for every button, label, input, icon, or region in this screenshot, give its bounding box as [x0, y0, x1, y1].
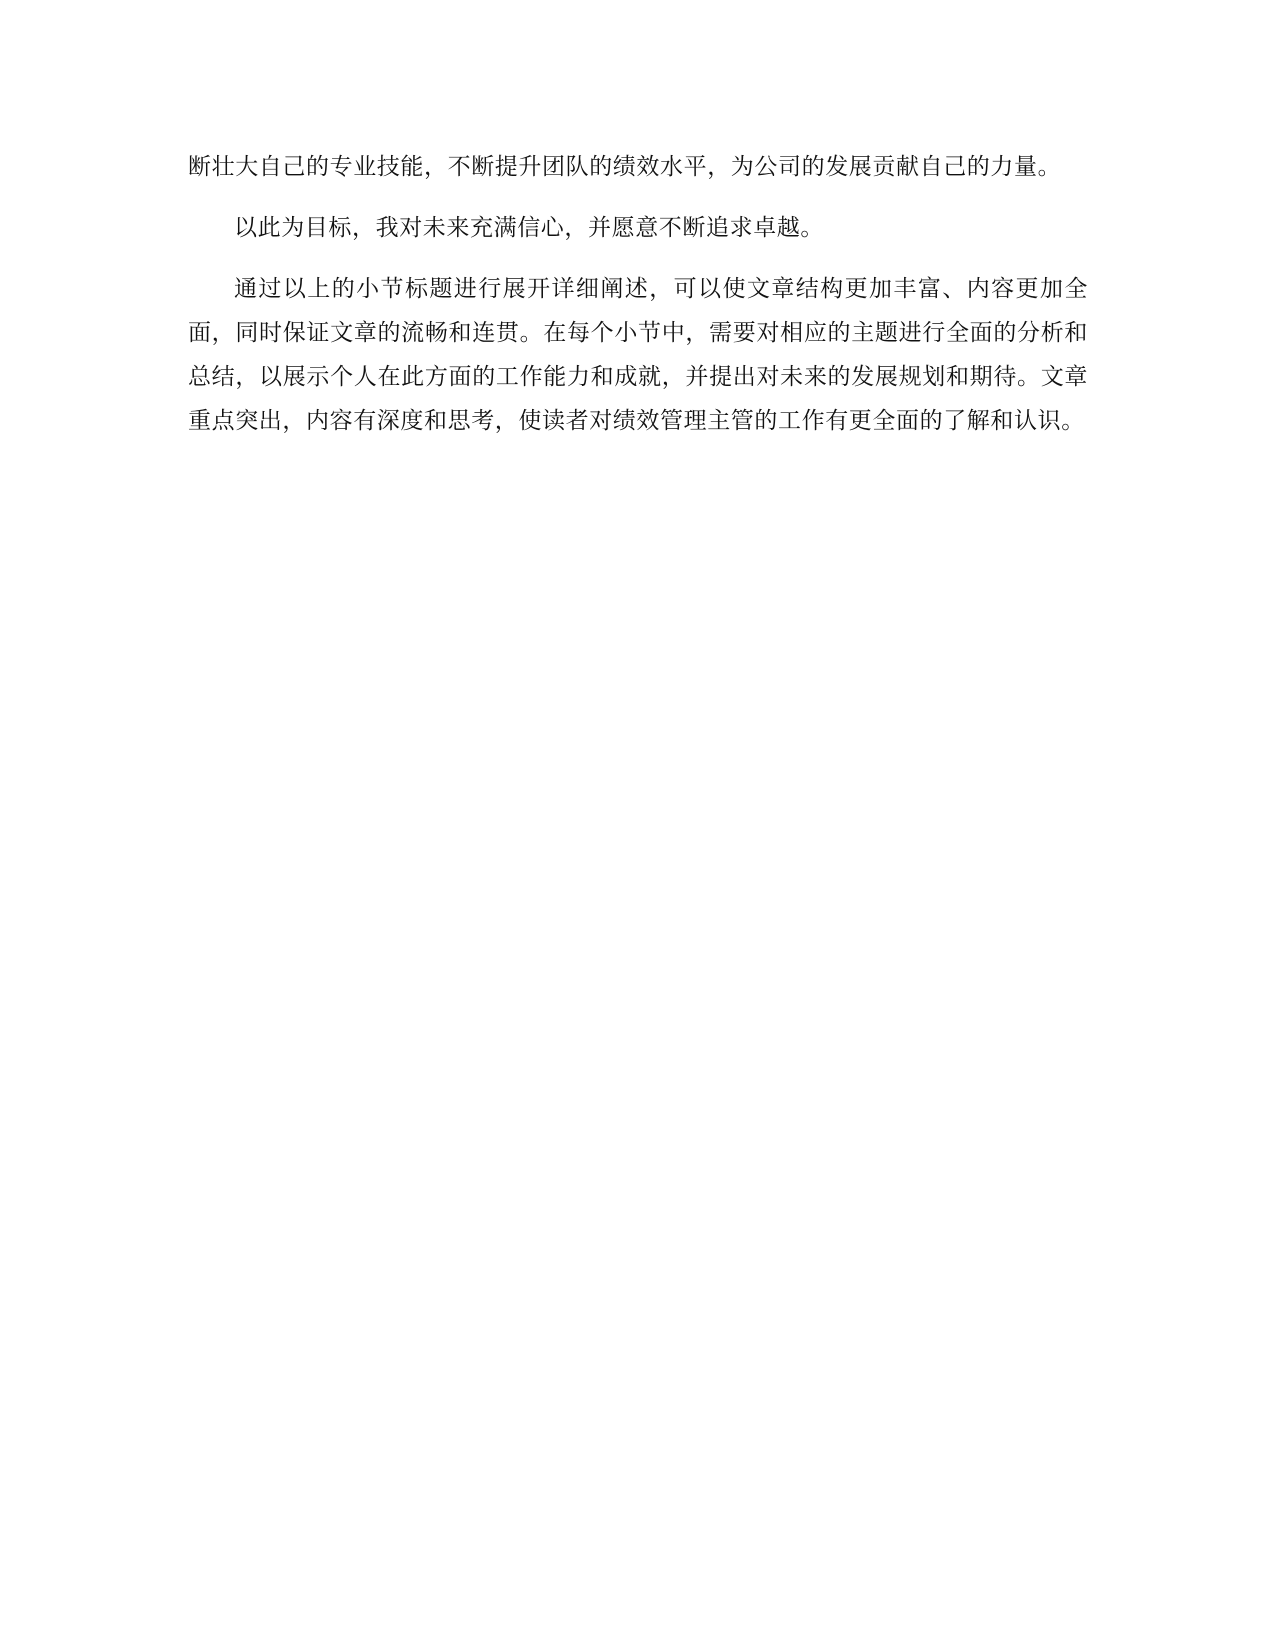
paragraph-continuation: 断壮大自己的专业技能，不断提升团队的绩效水平，为公司的发展贡献自己的力量。: [188, 154, 1062, 180]
paragraph-summary: 通过以上的小节标题进行展开详细阐述，可以使文章结构更加丰富、内容更加全面，同时保证文章的流畅和连贯。在每个小节中，需要对相应的主题进行全面的分析和总结，以展示个人在此方面的工作能力和成就，并提出对未来的发展规划和期待。文章重点突出，内容有深度和思考，使读者对绩效管理主管的工作有更全面的了解和认识。: [188, 276, 1088, 434]
paragraph-goal-statement: 以此为目标，我对未来充满信心，并愿意不断追求卓越。: [234, 215, 824, 241]
document-body: [188, 145, 1088, 460]
